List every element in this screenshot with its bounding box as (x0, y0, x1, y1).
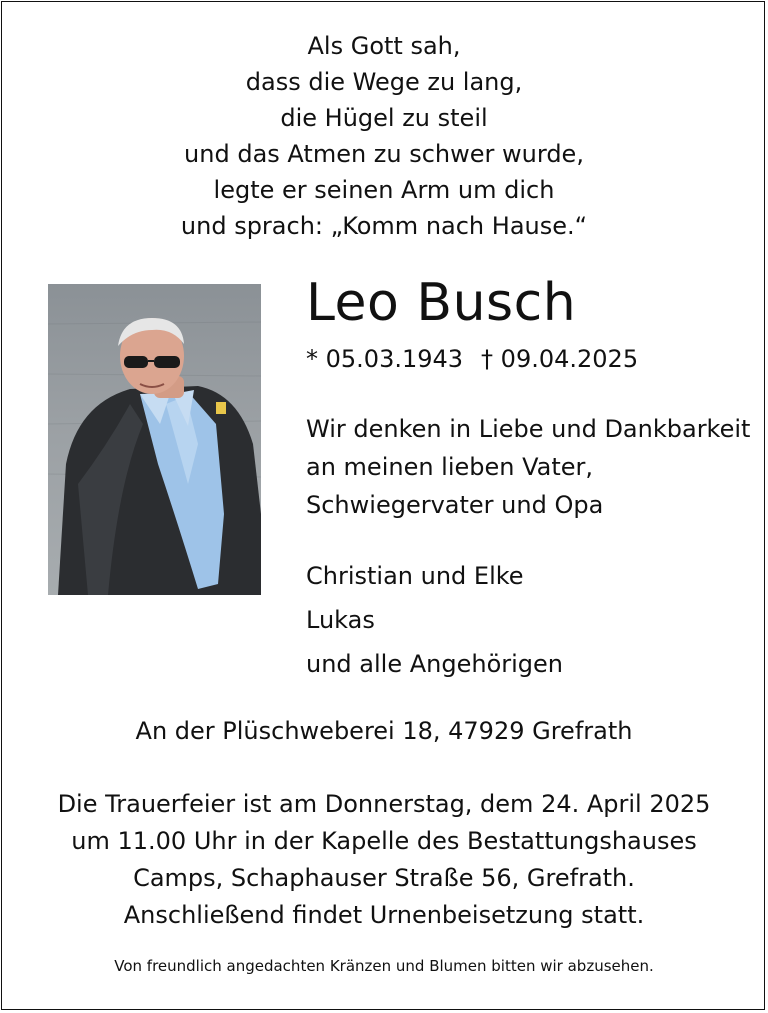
dedication-line: an meinen lieben Vater, (306, 453, 594, 481)
family-address: An der Plüschweberei 18, 47929 Grefrath (135, 717, 633, 745)
poem-line: und das Atmen zu schwer wurde, (184, 140, 584, 168)
poem-line: legte er seinen Arm um dich (213, 176, 555, 204)
mourner-line: Lukas (306, 606, 375, 634)
funeral-service-info (0, 786, 768, 934)
poem-line: die Hügel zu steil (280, 104, 488, 132)
birth-date: * 05.03.1943 (306, 345, 464, 373)
poem-line: und sprach: „Komm nach Hause.“ (180, 212, 588, 240)
dedication-line: Wir denken in Liebe und Dankbarkeit (306, 415, 751, 443)
service-line: Camps, Schaphauser Straße 56, Grefrath. (133, 864, 635, 892)
mourners-list (306, 554, 563, 686)
poem (0, 28, 768, 244)
mourner-line: Christian und Elke (306, 562, 524, 590)
dedication-text (306, 410, 750, 524)
poem-line: dass die Wege zu lang, (245, 68, 523, 96)
mourner-line: und alle Angehörigen (306, 650, 563, 678)
dedication-line: Schwiegervater und Opa (306, 491, 604, 519)
death-date: † 09.04.2025 (481, 345, 639, 373)
flowers-note: Von freundlich angedachten Kränzen und Blumen bitten wir abzusehen. (114, 957, 654, 975)
service-line: Anschließend findet Urnenbeisetzung statt. (123, 901, 645, 929)
service-line: Die Trauerfeier ist am Donnerstag, dem 24. April 2025 (57, 790, 711, 818)
life-dates (306, 342, 638, 376)
service-line: um 11.00 Uhr in der Kapelle des Bestattungshauses (71, 827, 697, 855)
deceased-name: Leo Busch (306, 273, 577, 333)
portrait-photo (48, 284, 261, 595)
poem-line: Als Gott sah, (307, 32, 461, 60)
